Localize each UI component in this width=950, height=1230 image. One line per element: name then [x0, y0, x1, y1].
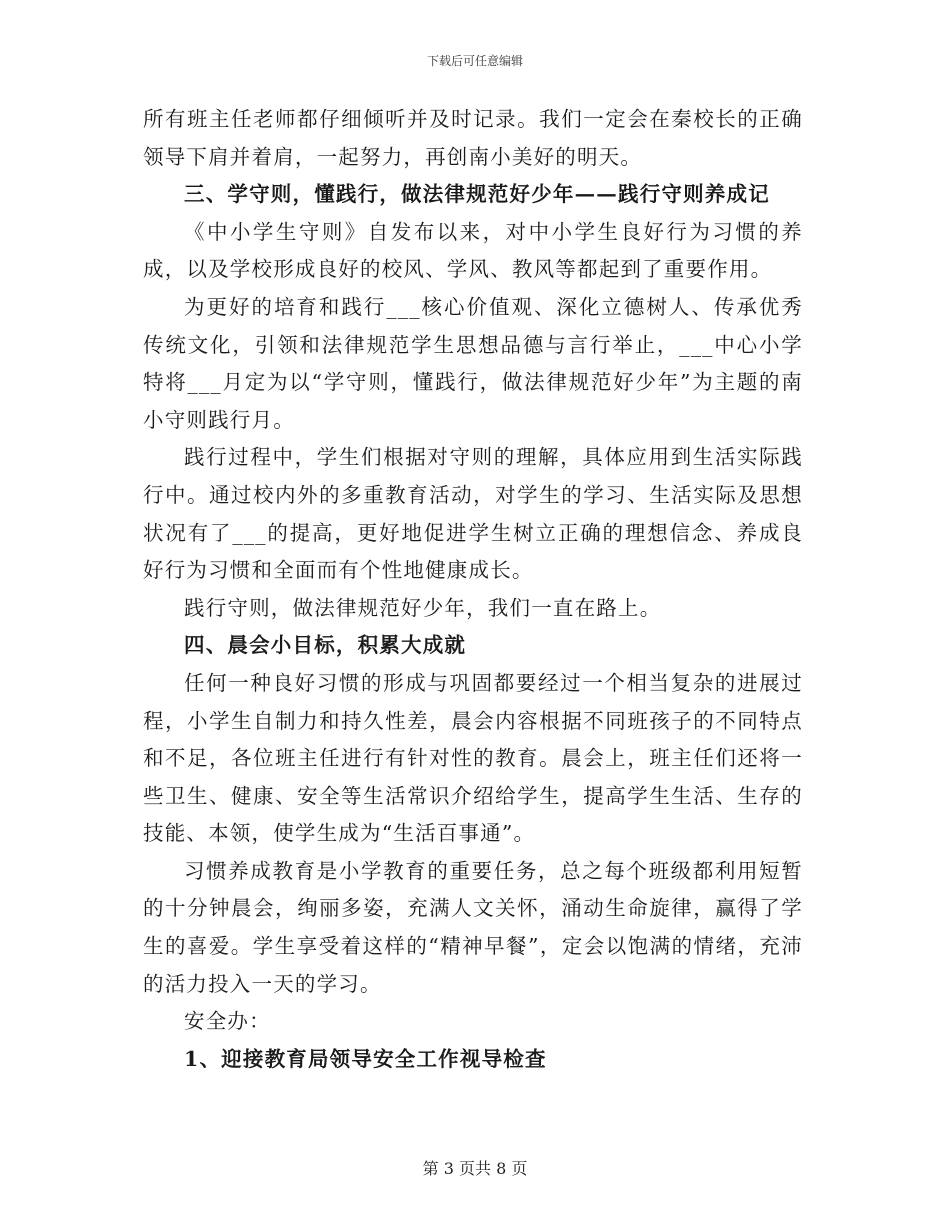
page-header: 下载后可任意编辑: [426, 54, 523, 68]
paragraph-morning-meeting: 任何一种良好习惯的形成与巩固都要经过一个相当复杂的进展过程，小学生自制力和持久性差，晨会内容根据不同班孩子的不同特点和不足，各位班主任进行有针对性的教育。晨会上，班主任们还将一些卫生、健康、安全等生活常识介绍给学生，提高学生生活、生存的技能、本领，使学生成为“生活百事通”。: [143, 670, 803, 846]
paragraph-habit-education: 习惯养成教育是小学教育的重要任务，总之每个班级都利用短暂的十分钟晨会，绚丽多姿，充满人文关怀，涌动生命旋律，赢得了学生的喜爱。学生享受着这样的“精神早餐”，定会以饱满的情绪，充沛的活力投入一天的学习。: [143, 858, 803, 996]
paragraph-practice-process: 践行过程中，学生们根据对守则的理解，具体应用到生活实际践行中。通过校内外的多重教育活动，对学生的学习、生活实际及思想状况有了___的提高，更好地促进学生树立正确的理想信念、养成良好行为习惯和全面而有个性地健康成长。: [143, 445, 803, 583]
page-footer: 第 3 页共 8 页: [422, 1159, 528, 1178]
paragraph-practice-summary: 践行守则，做法律规范好少年，我们一直在路上。: [184, 595, 662, 620]
document-body: [143, 101, 803, 1078]
section-heading-four: 四、晨会小目标，积累大成就: [184, 633, 467, 658]
section-heading-three: 三、学守则，懂践行，做法律规范好少年——践行守则养成记: [184, 182, 770, 207]
paragraph-safety-office: 安全办：: [184, 1009, 271, 1034]
paragraph-continued: 所有班主任老师都仔细倾听并及时记录。我们一定会在秦校长的正确领导下肩并着肩，一起努力，再创南小美好的明天。: [143, 107, 803, 169]
paragraph-rules-month: 为更好的培育和践行___核心价值观、深化立德树人、传承优秀传统文化，引领和法律规范学生思想品德与言行举止，___中心小学特将___月定为以“学守则，懂践行，做法律规范好少年”为主题的南小守则践行月。: [143, 294, 803, 432]
subsection-heading-one: 1、迎接教育局领导安全工作视导检查: [184, 1046, 547, 1071]
paragraph-rules-intro: 《中小学生守则》自发布以来，对中小学生良好行为习惯的养成，以及学校形成良好的校风、学风、教风等都起到了重要作用。: [143, 219, 803, 282]
